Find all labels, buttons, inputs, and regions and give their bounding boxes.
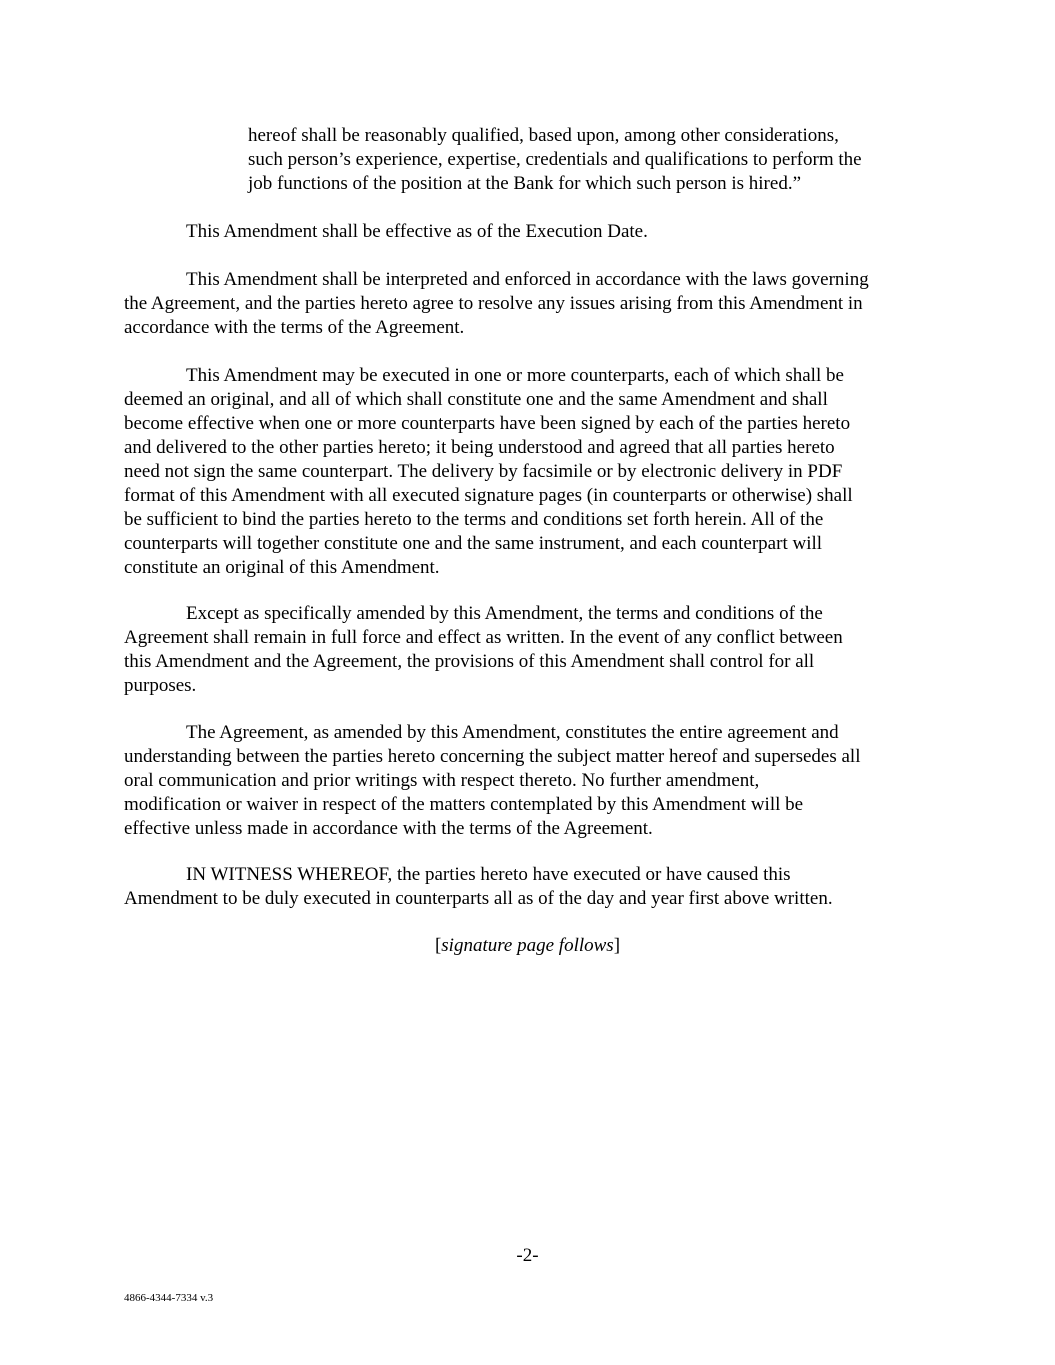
paragraph-line: format of this Amendment with all executed signature pages (in counterparts or otherwise) shall <box>124 485 853 506</box>
page-number: -2- <box>516 1245 539 1266</box>
paragraph-line: need not sign the same counterpart. The delivery by facsimile or by electronic delivery in PDF <box>124 461 843 482</box>
paragraph-line: deemed an original, and all of which shall constitute one and the same Amendment and shall <box>124 389 828 410</box>
paragraph-line: accordance with the terms of the Agreement. <box>124 317 465 338</box>
paragraph-line: understanding between the parties hereto concerning the subject matter hereof and supersedes all <box>124 746 861 767</box>
signature-note-open-bracket: [ <box>434 935 442 956</box>
signature-note-text: signature page follows <box>441 935 614 956</box>
paragraph-line: become effective when one or more counterparts have been signed by each of the parties hereto <box>124 413 851 434</box>
paragraph-line: This Amendment shall be interpreted and enforced in accordance with the laws governing <box>186 269 869 290</box>
paragraph-line: effective unless made in accordance with the terms of the Agreement. <box>124 818 653 839</box>
paragraph-line: Except as specifically amended by this Amendment, the terms and conditions of the <box>186 603 823 624</box>
signature-page-note <box>0 934 1055 958</box>
paragraph-line: constitute an original of this Amendment. <box>124 557 440 578</box>
paragraph-line: Agreement shall remain in full force and effect as written. In the event of any conflict between <box>124 627 843 648</box>
paragraph-line: oral communication and prior writings with respect thereto. No further amendment, <box>124 770 760 791</box>
paragraph-line: and delivered to the other parties hereto; it being understood and agreed that all parties hereto <box>124 437 835 458</box>
paragraph-line: The Agreement, as amended by this Amendment, constitutes the entire agreement and <box>186 722 839 743</box>
quote-line: hereof shall be reasonably qualified, based upon, among other considerations, <box>248 125 839 146</box>
paragraph-line: be sufficient to bind the parties hereto to the terms and conditions set forth herein. All of the <box>124 509 824 530</box>
quote-line: job functions of the position at the Bank for which such person is hired.” <box>248 173 802 194</box>
paragraph-line: the Agreement, and the parties hereto agree to resolve any issues arising from this Amendment in <box>124 293 863 314</box>
paragraph-line: IN WITNESS WHEREOF, the parties hereto have executed or have caused this <box>186 864 791 885</box>
paragraph-line: This Amendment may be executed in one or more counterparts, each of which shall be <box>186 365 844 386</box>
paragraph-line: purposes. <box>124 675 197 696</box>
quote-line: such person’s experience, expertise, credentials and qualifications to perform the <box>248 149 862 170</box>
paragraph-line: this Amendment and the Agreement, the provisions of this Amendment shall control for all <box>124 651 815 672</box>
paragraph-line: This Amendment shall be effective as of the Execution Date. <box>186 221 648 242</box>
signature-note-close-bracket: ] <box>613 935 621 956</box>
paragraph-line: modification or waiver in respect of the matters contemplated by this Amendment will be <box>124 794 804 815</box>
paragraph-line: Amendment to be duly executed in counterparts all as of the day and year first above written. <box>124 888 833 909</box>
paragraph-line: counterparts will together constitute one and the same instrument, and each counterpart will <box>124 533 823 554</box>
document-id: 4866-4344-7334 v.3 <box>124 1292 214 1304</box>
